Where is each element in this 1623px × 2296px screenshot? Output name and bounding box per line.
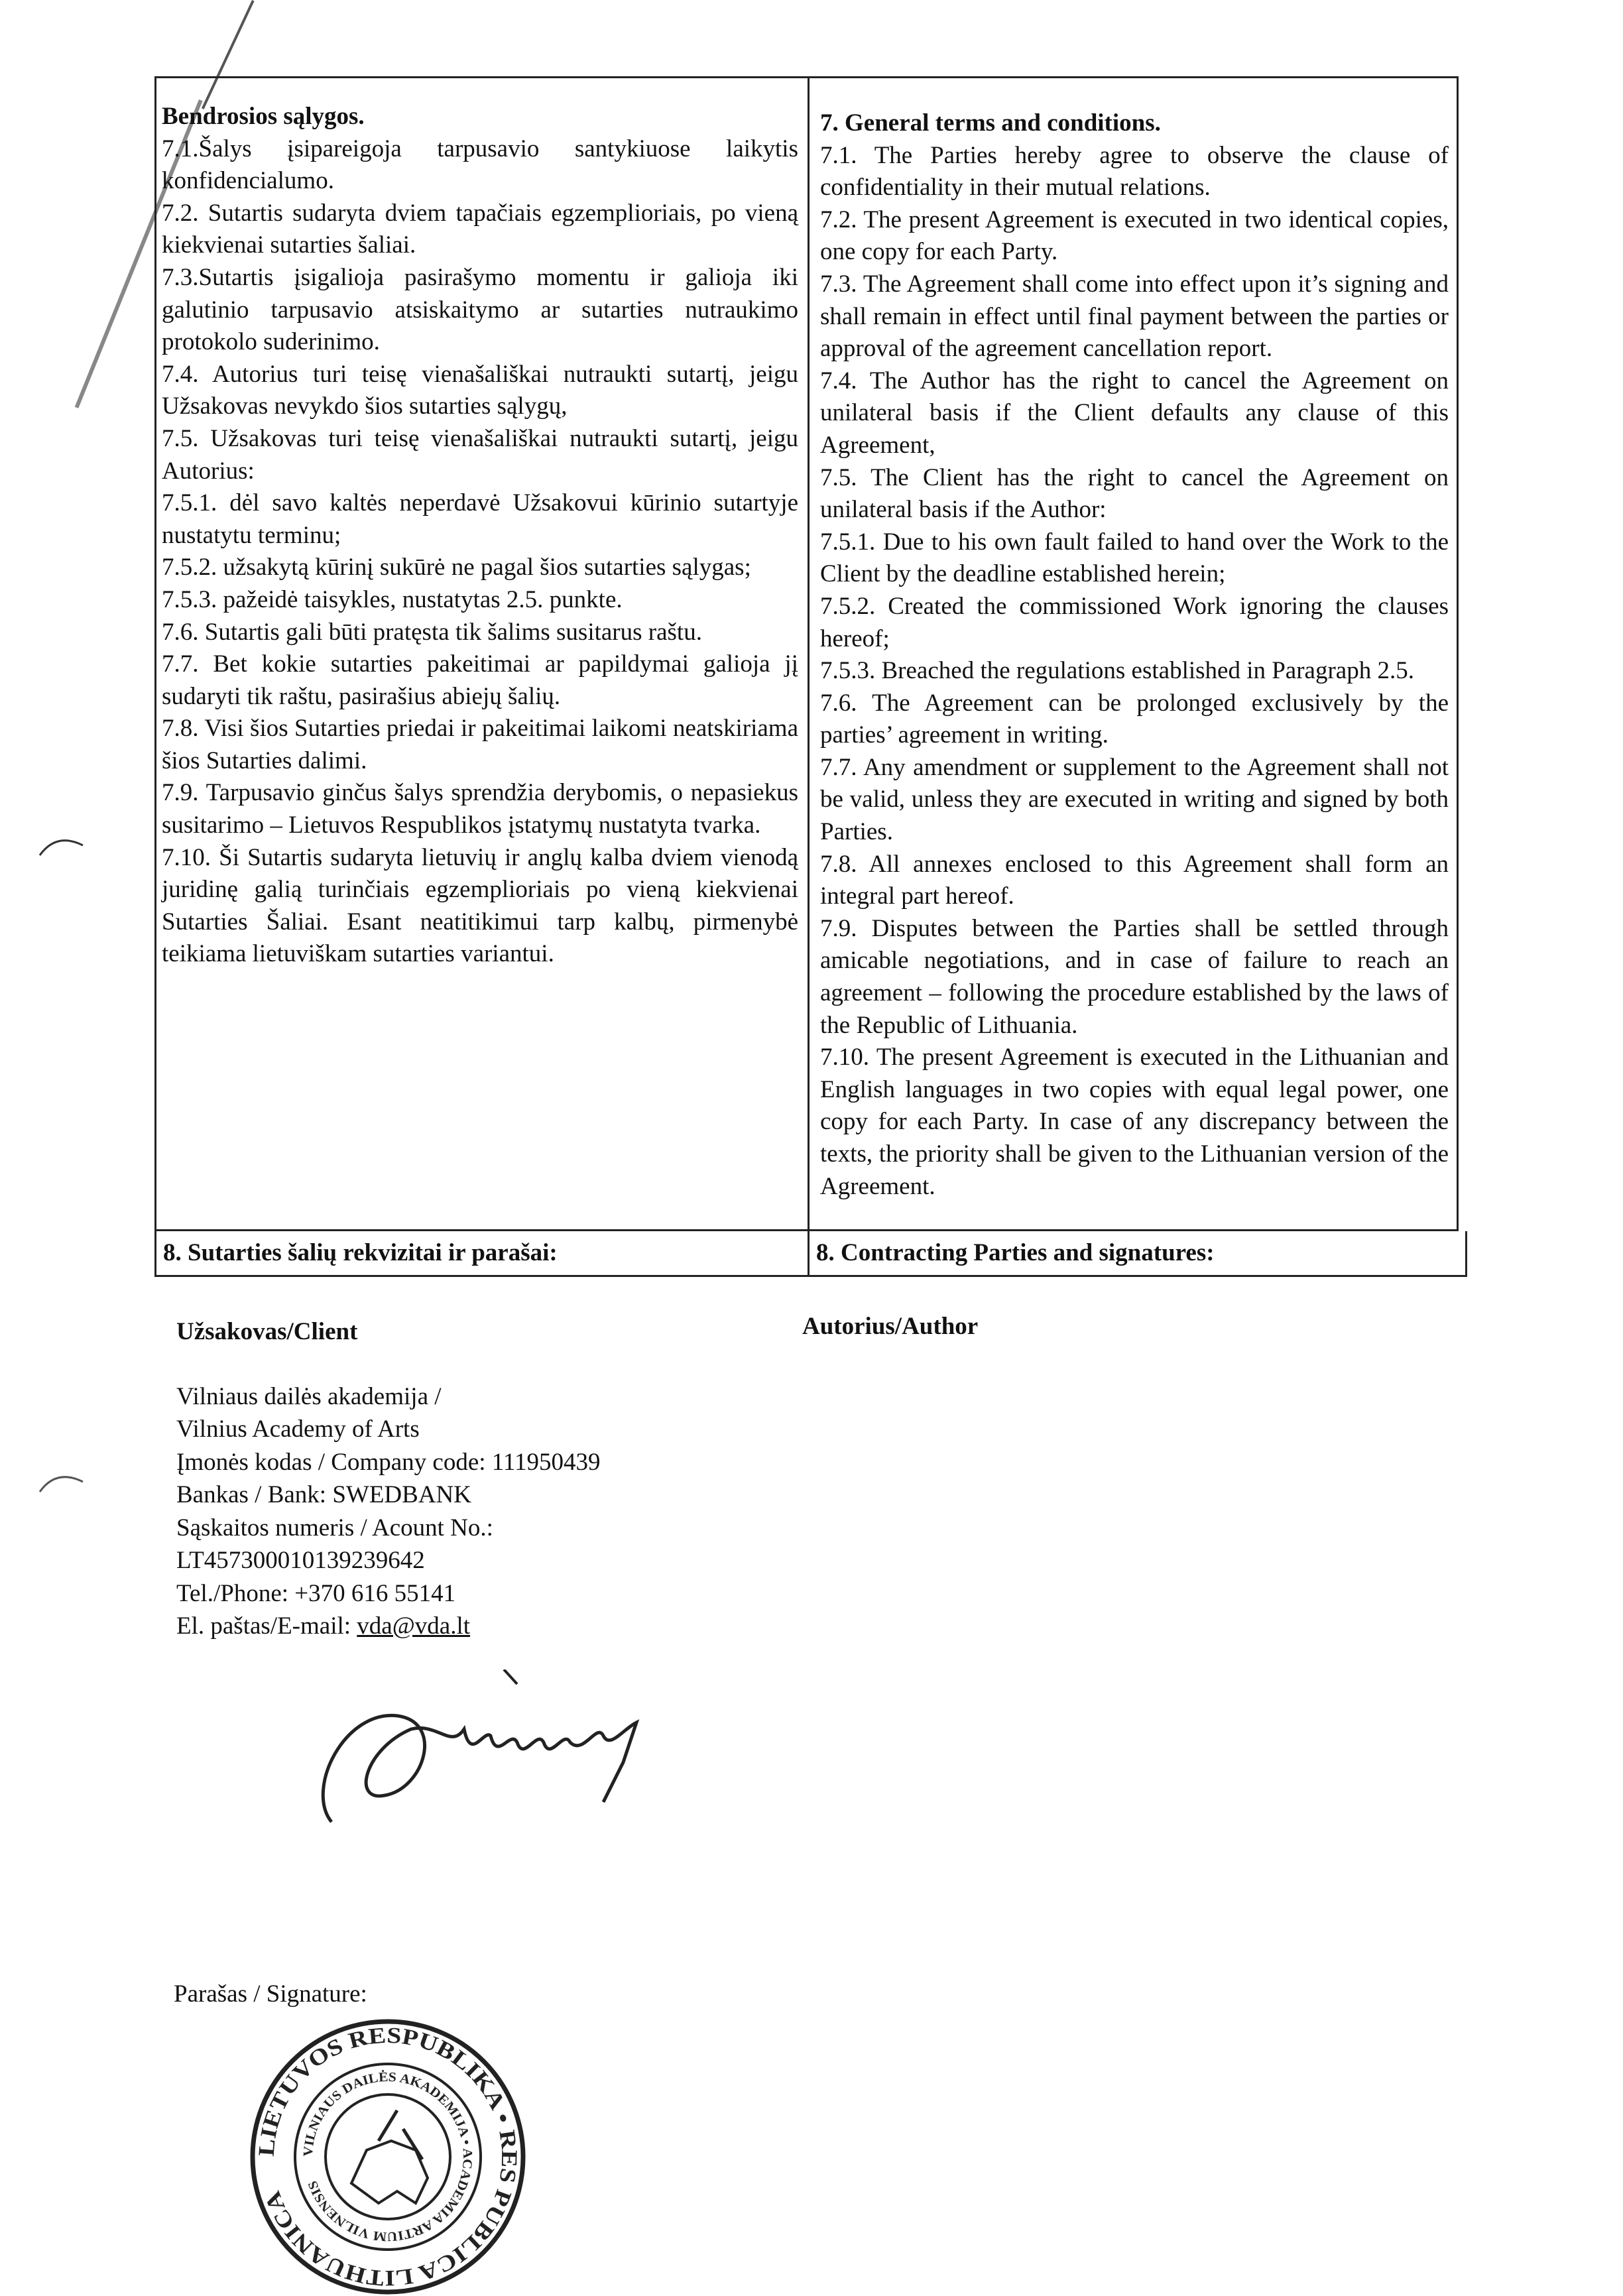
author-heading: Autorius/Author	[802, 1313, 979, 1341]
section8-row	[154, 1231, 1467, 1277]
client-line: Bankas / Bank: SWEDBANK	[176, 1481, 471, 1509]
terms-lithuanian	[156, 78, 810, 1229]
clause: 7.7. Bet kokie sutarties pakeitimai ar papildymai galioja jį sudaryti tik raštu, pasirašius abiejų šalių.	[162, 650, 798, 710]
section8-heading-en: 8. Contracting Parties and signatures:	[816, 1239, 1215, 1267]
official-stamp	[249, 2018, 527, 2296]
clause: 7.5.2. Created the commissioned Work ignoring the clauses hereof;	[820, 592, 1449, 652]
scan-hole-mark	[36, 832, 90, 859]
clause: 7.9. Tarpusavio ginčus šalys sprendžia derybomis, o nepasiekus susitarimo – Lietuvos Respublikos įstatymų nustatyta tvarka.	[162, 779, 798, 839]
clause: 7.1.Šalys įsipareigoja tarpusavio santykiuose laikytis konfidencialumo.	[162, 135, 798, 195]
clause: 7.5.1. Due to his own fault failed to hand over the Work to the Client by the deadline established herein;	[820, 528, 1449, 588]
clause: 7.6. The Agreement can be prolonged exclusively by the parties’ agreement in writing.	[820, 689, 1449, 749]
clause: 7.10. The present Agreement is executed in the Lithuanian and English languages in two copies with equal legal power, one copy for each Party. In case of any discrepancy between the texts, the priority shall be given to the Lithuanian version of the Agreement.	[820, 1044, 1449, 1200]
signature-area	[154, 1643, 1467, 2290]
clause: 7.8. All annexes enclosed to this Agreement shall form an integral part hereof.	[820, 850, 1449, 910]
author-details	[802, 1310, 978, 1643]
section-heading: 7. General terms and conditions.	[820, 109, 1161, 137]
client-line: Tel./Phone: +370 616 55141	[176, 1579, 456, 1607]
clause: 7.5. Užsakovas turi teisę vienašališkai nutraukti sutartį, jeigu Autorius:	[162, 424, 798, 485]
clause: 7.10. Ši Sutartis sudaryta lietuvių ir anglų kalba dviem vienodą juridinę galią turinčiais egzemplioriais po vieną kiekvienai Sutarties Šaliai. Esant neatitikimui tarp kalbų, pirmenybė teikiama lietuviškam sutarties variantui.	[162, 843, 798, 968]
clause: 7.4. The Author has the right to cancel the Agreement on unilateral basis if the Client defaults any clause of this Agreement,	[820, 367, 1449, 459]
clause: 7.2. The present Agreement is executed in two identical copies, one copy for each Party.	[820, 206, 1449, 266]
handwritten-signature	[292, 1669, 716, 1842]
section8-heading-lt: 8. Sutarties šalių rekvizitai ir parašai:	[156, 1231, 810, 1275]
clause: 7.3. The Agreement shall come into effect upon it’s signing and shall remain in effect until final payment between the parties or approval of the agreement cancellation report.	[820, 270, 1449, 363]
section-heading: Bendrosios sąlygos.	[162, 103, 365, 130]
terms-table	[154, 76, 1459, 1231]
contract-page	[154, 76, 1467, 2290]
clause: 7.5. The Client has the right to cancel the Agreement on unilateral basis if the Author:	[820, 463, 1449, 524]
clause: 7.5.3. Breached the regulations established in Paragraph 2.5.	[820, 657, 1414, 685]
client-line: Sąskaitos numeris / Acount No.:	[176, 1514, 493, 1541]
client-line: Vilniaus dailės akademija /	[176, 1382, 442, 1410]
stamp-inner-text: VILNIAUS DAILĖS AKADEMIJA • ACADEMIA ARTIUM VILNENSIS	[300, 2069, 475, 2244]
email-label: El. paštas/E-mail:	[176, 1612, 357, 1640]
clause: 7.5.3. pažeidė taisykles, nustatytas 2.5. punkte.	[162, 585, 623, 613]
stamp-outer-text: LIETUVOS RESPUBLIKA • RES PUBLICA LITHUANICA	[254, 2023, 522, 2290]
client-line: Įmonės kodas / Company code: 111950439	[176, 1448, 601, 1476]
clause: 7.1. The Parties hereby agree to observe the clause of confidentiality in their mutual relations.	[820, 141, 1449, 202]
clause: 7.2. Sutartis sudaryta dviem tapačiais egzemplioriais, po vieną kiekvienai sutarties šaliai.	[162, 199, 798, 259]
clause: 7.5.1. dėl savo kaltės neperdavė Užsakovui kūrinio sutartyje nustatytu terminu;	[162, 489, 798, 549]
signature-label: Parašas / Signature:	[174, 1980, 367, 2008]
clause: 7.6. Sutartis gali būti pratęsta tik šalims susitarus raštu.	[162, 618, 702, 646]
clause: 7.5.2. užsakytą kūrinį sukūrė ne pagal šios sutarties sąlygas;	[162, 554, 751, 581]
client-line: Vilnius Academy of Arts	[176, 1416, 420, 1443]
scan-hole-mark	[36, 1469, 90, 1495]
parties-section	[154, 1310, 1467, 1643]
client-email-line	[176, 1610, 802, 1643]
terms-english	[810, 78, 1457, 1229]
client-details	[154, 1315, 802, 1643]
clause: 7.3.Sutartis įsigalioja pasirašymo momentu ir galioja iki galutinio tarpusavio atsiskaitymo ar sutarties nutraukimo protokolo suderinimo.	[162, 263, 798, 356]
clause: 7.7. Any amendment or supplement to the Agreement shall not be valid, unless they are executed in writing and signed by both Parties.	[820, 753, 1449, 846]
email-link[interactable]: vda@vda.lt	[357, 1612, 471, 1640]
clause: 7.4. Autorius turi teisę vienašališkai nutraukti sutartį, jeigu Užsakovas nevykdo šios sutarties sąlygų,	[162, 360, 798, 420]
clause: 7.9. Disputes between the Parties shall be settled through amicable negotiations, and in case of failure to reach an agreement – following the procedure established by the laws of the Republic of Lithuania.	[820, 914, 1449, 1039]
client-line: LT457300010139239642	[176, 1547, 425, 1575]
client-heading: Užsakovas/Client	[176, 1318, 358, 1346]
clause: 7.8. Visi šios Sutarties priedai ir pakeitimai laikomi neatskiriama šios Sutarties dalimi.	[162, 715, 798, 774]
